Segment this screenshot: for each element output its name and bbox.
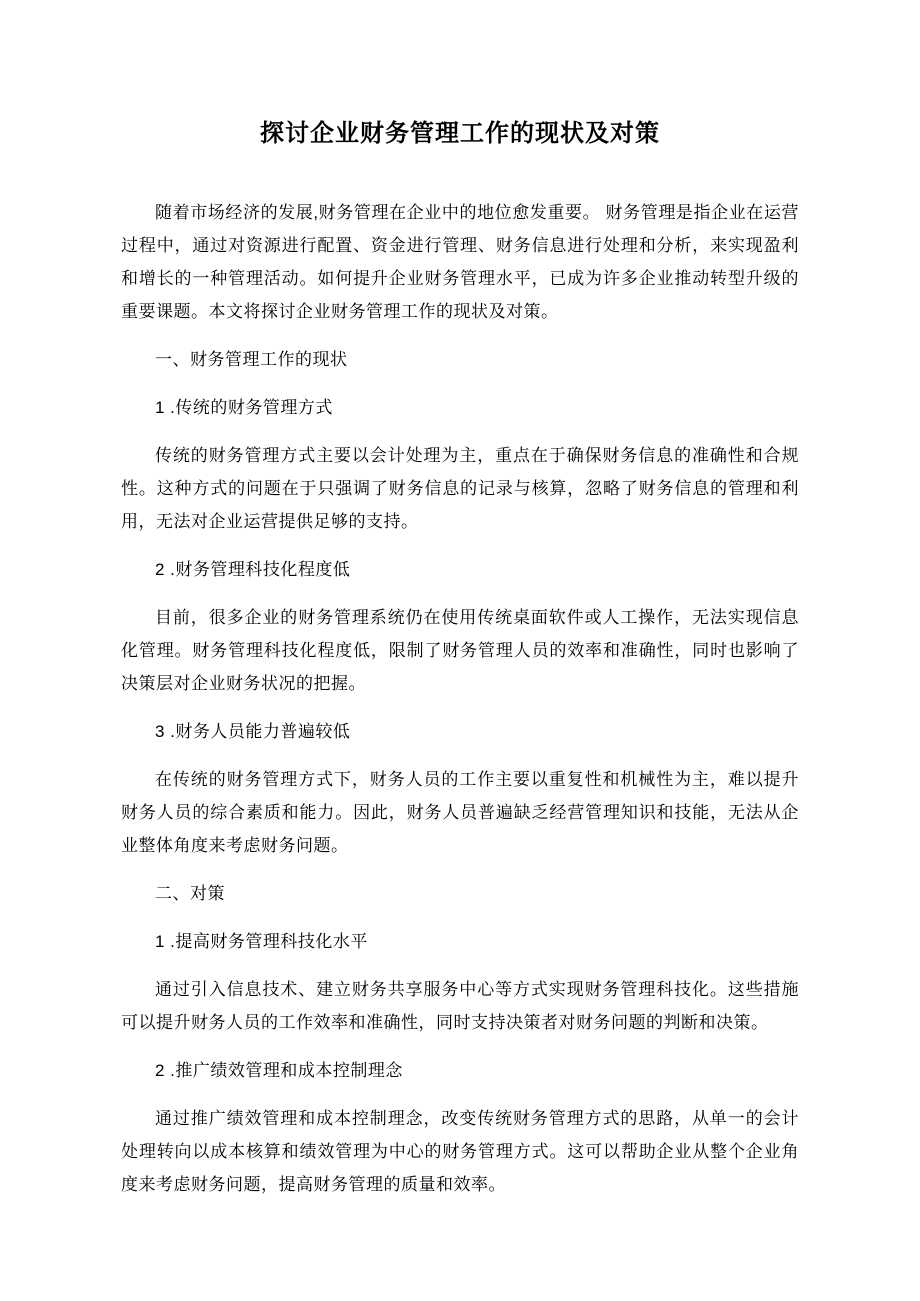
paragraph: 在传统的财务管理方式下，财务人员的工作主要以重复性和机械性为主，难以提升财务人员的综合素质和能力。因此，财务人员普遍缺乏经营管理知识和技能，无法从企业整体角度来考虑财务问题。 [121,770,799,855]
paragraph: 通过推广绩效管理和成本控制理念，改变传统财务管理方式的思路，从单一的会计处理转向以成本核算和绩效管理为中心的财务管理方式。这可以帮助企业从整个企业角度来考虑财务问题，提高财务管理的质量和效率。 [121,1109,799,1194]
paragraph: 通过引入信息技术、建立财务共享服务中心等方式实现财务管理科技化。这些措施可以提升财务人员的工作效率和准确性，同时支持决策者对财务问题的判断和决策。 [121,980,799,1032]
section-heading: 1 .提高财务管理科技化水平 [155,932,368,951]
section-heading: 2 .财务管理科技化程度低 [155,560,351,579]
paragraph: 目前，很多企业的财务管理系统仍在使用传统桌面软件或人工操作，无法实现信息化管理。财务管理科技化程度低，限制了财务管理人员的效率和准确性，同时也影响了决策层对企业财务状况的把握。 [121,608,799,693]
section-heading: 一、财务管理工作的现状 [155,350,348,369]
section-heading: 2 .推广绩效管理和成本控制理念 [155,1061,403,1080]
section-heading: 二、对策 [155,884,225,903]
paragraph: 随着市场经济的发展,财务管理在企业中的地位愈发重要。 财务管理是指企业在运营过程中，通过对资源进行配置、资金进行管理、财务信息进行处理和分析，来实现盈利和增长的一种管理活动。如何提升企业财务管理水平，已成为许多企业推动转型升级的重要课题。本文将探讨企业财务管理工作的现状及对策。 [121,203,799,321]
document-title: 探讨企业财务管理工作的现状及对策 [260,120,660,147]
paragraph: 传统的财务管理方式主要以会计处理为主，重点在于确保财务信息的准确性和合规性。这种方式的问题在于只强调了财务信息的记录与核算，忽略了财务信息的管理和利用，无法对企业运营提供足够的支持。 [121,446,799,531]
section-heading: 1 .传统的财务管理方式 [155,398,333,417]
section-heading: 3 .财务人员能力普遍较低 [155,722,351,741]
document-body [121,196,799,1201]
